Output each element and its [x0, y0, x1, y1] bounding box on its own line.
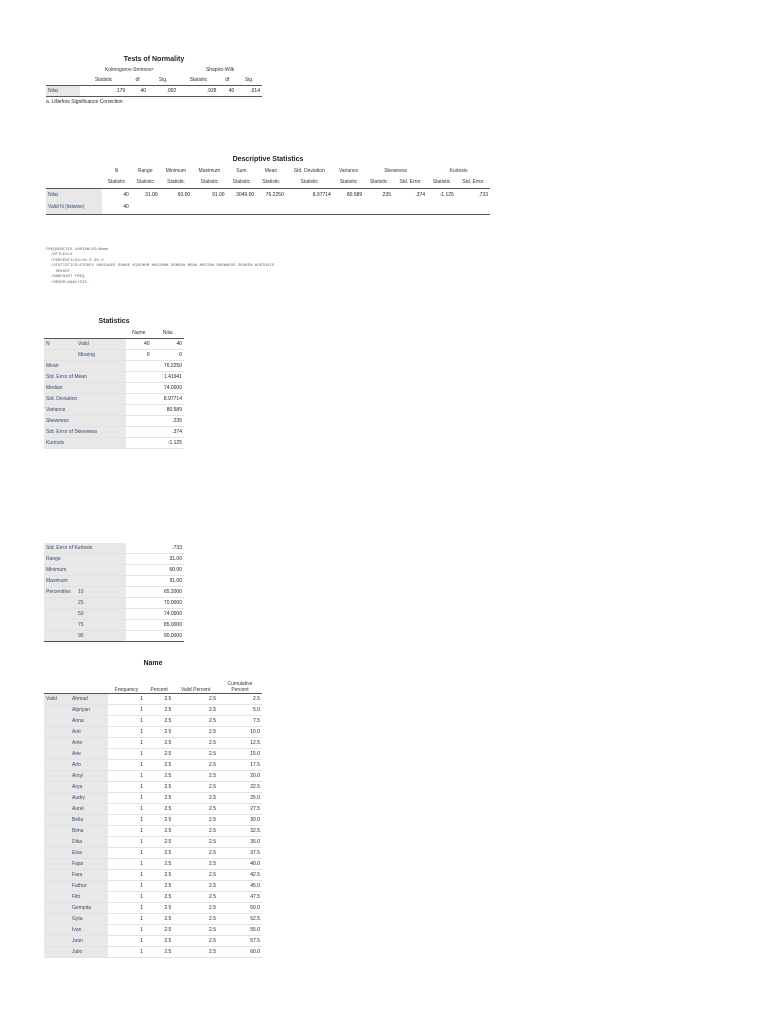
cell-value: 2.5 — [145, 880, 173, 891]
row-group-label — [44, 803, 70, 814]
cell-value: 74.0000 — [152, 383, 184, 394]
cell-value: 1 — [108, 814, 145, 825]
cell-value: 2.5 — [218, 693, 262, 704]
cell-value: 42.5 — [218, 869, 262, 880]
cell-value: 80.589 — [346, 191, 363, 198]
table-row — [44, 814, 262, 825]
cell-value: 40 — [126, 339, 152, 350]
sw-group-header: Shapiro-Wilk — [205, 67, 235, 73]
row-label: Arsyi — [70, 770, 108, 781]
row-group-label — [44, 913, 70, 924]
cell-value: 2.5 — [173, 891, 218, 902]
row-label: Fajar — [70, 858, 108, 869]
row-label: Julio — [70, 946, 108, 957]
cell-value: 1 — [108, 726, 145, 737]
col-header: df — [127, 75, 148, 86]
cell-value: 2.5 — [145, 891, 173, 902]
cell-value: 2.5 — [173, 924, 218, 935]
cell-value: 60.00 — [135, 565, 184, 576]
cell-value: 0 — [152, 350, 184, 361]
col-header: Frequency — [108, 673, 145, 693]
cell-value: 2.5 — [145, 825, 173, 836]
syntax-line: FREQUENCIES VARIABLES=Name — [46, 247, 109, 252]
table-row — [44, 825, 262, 836]
row-group-label — [44, 814, 70, 825]
row-label: Arya — [70, 781, 108, 792]
ks-group-header: Kolmogorov-Smirnovᵃ — [104, 67, 154, 73]
cell-value: 2.5 — [173, 869, 218, 880]
cell-value: 57.5 — [218, 935, 262, 946]
cell-value: 40 — [127, 86, 148, 97]
cell-value: 10.0 — [218, 726, 262, 737]
row-group-label — [44, 726, 70, 737]
cell-value: 3049.00 — [236, 191, 255, 198]
cell-value: 1 — [108, 770, 145, 781]
cell-value: 1 — [108, 693, 145, 704]
col-header: N — [114, 168, 119, 174]
row-sublabel: 75 — [76, 620, 126, 631]
row-group-label — [44, 891, 70, 902]
normality-title: Tests of Normality — [123, 56, 185, 63]
cell-value: 2.5 — [145, 715, 173, 726]
cell-value: 2.5 — [173, 748, 218, 759]
cell-value: 40 — [152, 339, 184, 350]
table-row — [44, 770, 262, 781]
cell-value: 1 — [108, 924, 145, 935]
table-row — [44, 902, 262, 913]
cell-value: 2.5 — [173, 913, 218, 924]
row-label: Std. Error of Mean — [44, 372, 126, 383]
col-header: Percent — [145, 673, 173, 693]
table-row — [44, 869, 262, 880]
cell-value: 32.5 — [218, 825, 262, 836]
cell-value: 2.5 — [173, 803, 218, 814]
sub-header: Statistic — [131, 176, 160, 188]
row-label: Percentiles — [44, 587, 76, 598]
table-row — [44, 748, 262, 759]
row-group-label — [44, 781, 70, 792]
cell-value: 1 — [108, 748, 145, 759]
cell-value: 50.0 — [218, 902, 262, 913]
row-label: Arlo — [70, 759, 108, 770]
cell-value: 20.0 — [218, 770, 262, 781]
row-group-label — [44, 902, 70, 913]
cell-value: 1 — [108, 935, 145, 946]
cell-value: 2.5 — [173, 836, 218, 847]
cell-value: 1 — [108, 836, 145, 847]
cell-value: 1 — [108, 737, 145, 748]
table-row — [44, 704, 262, 715]
row-label: Gyta — [70, 913, 108, 924]
cell-value: 2.5 — [145, 836, 173, 847]
sub-header: Std. Error — [456, 176, 490, 188]
cell-value: 76.2250 — [152, 361, 184, 372]
table-row — [44, 759, 262, 770]
sub-header: Statistic — [333, 176, 364, 188]
row-sublabel: 50 — [76, 609, 126, 620]
normality-table — [46, 65, 262, 97]
row-group-label — [44, 715, 70, 726]
cell-value: 1 — [108, 891, 145, 902]
cell-value: 70.0000 — [135, 598, 184, 609]
row-label: Joan — [70, 935, 108, 946]
descriptives-block — [46, 156, 490, 215]
cell-value: 2.5 — [173, 935, 218, 946]
row-label: Variance — [44, 405, 126, 416]
cell-value: 60.0 — [218, 946, 262, 957]
row-label: Anto — [70, 737, 108, 748]
cell-value: .374 — [152, 427, 184, 438]
cell-value: -1.125 — [152, 438, 184, 449]
cell-value: 2.5 — [145, 737, 173, 748]
col-header: Range — [137, 168, 153, 174]
col-header: Minimum — [165, 168, 187, 174]
table-row — [44, 913, 262, 924]
cell-value: 2.5 — [145, 726, 173, 737]
table-row — [44, 858, 262, 869]
cell-value: 76.2250 — [265, 191, 284, 198]
row-sublabel: 90 — [76, 631, 126, 642]
syntax-line: /ORDER=ANALYSIS. — [46, 280, 90, 285]
cell-value: 2.5 — [145, 935, 173, 946]
cell-value: 1 — [108, 759, 145, 770]
cell-value: 52.5 — [218, 913, 262, 924]
cell-value: 2.5 — [173, 693, 218, 704]
row-label: Elsa — [70, 847, 108, 858]
name-frequency-block — [44, 660, 262, 958]
cell-value: 2.5 — [173, 814, 218, 825]
statistics-block — [44, 318, 184, 449]
cell-value: .733 — [135, 543, 184, 554]
row-label: Alpriyan — [70, 704, 108, 715]
row-label: Missing — [76, 350, 126, 361]
col-header: Name — [126, 328, 152, 339]
cell-value: 1 — [108, 913, 145, 924]
row-group-label — [44, 858, 70, 869]
cell-value: 15.0 — [218, 748, 262, 759]
row-group-label — [44, 770, 70, 781]
cell-value: .002 — [148, 86, 178, 97]
cell-value: 2.5 — [173, 902, 218, 913]
cell-value: 37.5 — [218, 847, 262, 858]
cell-value: 60.00 — [177, 191, 191, 198]
row-group-label — [44, 924, 70, 935]
table-row — [44, 693, 262, 704]
cell-value: 85.0000 — [135, 620, 184, 631]
statistics-table — [44, 328, 184, 449]
cell-value: 91.00 — [212, 191, 225, 198]
row-label: Bima — [70, 825, 108, 836]
row-sublabel: 25 — [76, 598, 126, 609]
col-header: Kurtosis — [449, 168, 468, 174]
cell-value: 31.00 — [135, 554, 184, 565]
row-label: Fitri — [70, 891, 108, 902]
col-header: Maximum — [198, 168, 221, 174]
sub-header: Statistic — [102, 176, 131, 188]
table-row — [44, 792, 262, 803]
statistics-title: Statistics — [98, 318, 130, 325]
syntax-line: SEKURT — [46, 269, 71, 274]
cell-value: 47.5 — [218, 891, 262, 902]
col-header: Variance — [338, 168, 359, 174]
statistics-continued-table — [44, 543, 184, 642]
table-row — [44, 737, 262, 748]
cell-value: 2.5 — [145, 814, 173, 825]
cell-value: 40 — [123, 191, 129, 198]
cell-value: 8.97714 — [312, 191, 331, 198]
row-label: Aurel — [70, 803, 108, 814]
cell-value: 2.5 — [145, 792, 173, 803]
row-group-label — [44, 825, 70, 836]
row-label: Ahmad — [70, 693, 108, 704]
row-label: Fara — [70, 869, 108, 880]
descriptives-title: Descriptive Statistics — [232, 156, 304, 163]
cell-value: 40 — [102, 201, 131, 214]
cell-value: 2.5 — [173, 704, 218, 715]
row-group-label — [44, 759, 70, 770]
cell-value: 2.5 — [145, 869, 173, 880]
sub-header: Statistic — [256, 176, 286, 188]
row-group-label — [44, 704, 70, 715]
syntax-line: /PERCENTILES=10.0 90.0 — [46, 258, 104, 263]
cell-value: 90.0000 — [135, 631, 184, 642]
syntax-line: /NTILES=4 — [46, 253, 73, 257]
cell-value: 2.5 — [145, 781, 173, 792]
cell-value: 2.5 — [145, 847, 173, 858]
col-header: Valid Percent — [173, 673, 218, 693]
cell-value: 1 — [108, 704, 145, 715]
cell-value: .179 — [80, 86, 127, 97]
cell-value: 2.5 — [173, 715, 218, 726]
cell-value: .014 — [236, 86, 262, 97]
cell-value: 2.5 — [173, 847, 218, 858]
cell-value: 30.0 — [218, 814, 262, 825]
row-label: Dika — [70, 836, 108, 847]
row-sublabel: 10 — [76, 587, 126, 598]
row-label: Bella — [70, 814, 108, 825]
cell-value: 2.5 — [145, 902, 173, 913]
row-group-label — [44, 946, 70, 957]
table-row — [44, 836, 262, 847]
cell-value: 1 — [108, 803, 145, 814]
cell-value: 2.5 — [173, 737, 218, 748]
row-label: Ivan — [70, 924, 108, 935]
sub-header: Statistic — [160, 176, 193, 188]
syntax-line: /STATISTICS=STDDEV VARIANCE RANGE MINIMUM MAXIMUM SEMEAN MEAN MEDIAN SKEWNESS SESKEW KURTOSIS — [46, 264, 275, 268]
normality-block — [46, 56, 262, 105]
cell-value: 2.5 — [145, 693, 173, 704]
row-label: Maximum — [44, 576, 126, 587]
name-frequency-table — [44, 673, 262, 958]
sub-header: Statistic — [192, 176, 226, 188]
cell-value: 1 — [108, 715, 145, 726]
cell-value: 91.00 — [135, 576, 184, 587]
row-label: Nilai — [46, 188, 102, 201]
cell-value: 2.5 — [145, 770, 173, 781]
table-row — [44, 803, 262, 814]
row-label: Minimum — [44, 565, 126, 576]
cell-value: 40 — [218, 86, 236, 97]
col-header: Nilai — [152, 328, 184, 339]
cell-value: 55.0 — [218, 924, 262, 935]
name-rows — [44, 693, 262, 957]
row-group-label — [44, 935, 70, 946]
cell-value: 1 — [108, 880, 145, 891]
col-header: Skewness — [384, 168, 407, 174]
col-header: Sig. — [236, 75, 262, 86]
descriptives-table — [46, 166, 490, 215]
row-label: N — [44, 339, 76, 350]
cell-value: 2.5 — [145, 803, 173, 814]
cell-value: 2.5 — [173, 792, 218, 803]
cell-value: 1 — [108, 902, 145, 913]
row-label: Nilai — [46, 86, 80, 97]
cell-value: .235 — [381, 191, 391, 198]
cell-value: 2.5 — [145, 704, 173, 715]
syntax-line: /BARCHART FREQ — [46, 275, 85, 279]
cell-value: 2.5 — [173, 825, 218, 836]
cell-value: 65.2000 — [135, 587, 184, 598]
name-table-title: Name — [143, 660, 163, 667]
cell-value: 2.5 — [173, 770, 218, 781]
cell-value: 7.5 — [218, 715, 262, 726]
row-group-label — [44, 748, 70, 759]
sub-header: Statistic — [427, 176, 456, 188]
cell-value: 1 — [108, 792, 145, 803]
cell-value: 2.5 — [173, 880, 218, 891]
cell-value: 2.5 — [173, 858, 218, 869]
cell-value: 1 — [108, 858, 145, 869]
row-label: Skewness — [44, 416, 126, 427]
cell-value: 35.0 — [218, 836, 262, 847]
cell-value: 80.589 — [152, 405, 184, 416]
row-label: Valid — [76, 339, 126, 350]
cell-value: 1 — [108, 847, 145, 858]
cell-value: .733 — [478, 191, 488, 198]
cell-value: 1 — [108, 781, 145, 792]
cell-value: 22.5 — [218, 781, 262, 792]
cell-value: .374 — [415, 191, 426, 198]
cell-value: 2.5 — [173, 946, 218, 957]
row-label: Std. Error of Skewness — [44, 427, 126, 438]
col-header: Sum — [236, 168, 247, 174]
row-label: Arie — [70, 748, 108, 759]
table-row — [44, 924, 262, 935]
row-group-label — [44, 869, 70, 880]
row-label: Std. Deviation — [44, 394, 126, 405]
cell-value: -1.125 — [439, 191, 454, 198]
table-row — [44, 935, 262, 946]
row-label: Valid N (listwise) — [46, 201, 102, 214]
row-label: Gempita — [70, 902, 108, 913]
row-group-label — [44, 847, 70, 858]
row-label: Anna — [70, 715, 108, 726]
row-group-label — [44, 737, 70, 748]
cell-value: 5.0 — [218, 704, 262, 715]
row-group-label — [44, 792, 70, 803]
row-group-label — [44, 836, 70, 847]
row-label: Audry — [70, 792, 108, 803]
cell-value: 27.5 — [218, 803, 262, 814]
sub-header: Statistic — [286, 176, 333, 188]
cell-value: 17.5 — [218, 759, 262, 770]
cell-value: 2.5 — [173, 781, 218, 792]
cell-value: 2.5 — [145, 913, 173, 924]
col-header: Statistic — [80, 75, 127, 86]
table-row — [44, 847, 262, 858]
row-label: Anti — [70, 726, 108, 737]
table-row — [44, 891, 262, 902]
cell-value: 2.5 — [145, 748, 173, 759]
row-label: Mean — [44, 361, 126, 372]
cell-value: 1 — [108, 946, 145, 957]
col-header: Mean — [264, 168, 278, 174]
row-label: Kurtosis — [44, 438, 126, 449]
row-group-label — [44, 880, 70, 891]
table-row — [44, 946, 262, 957]
cell-value: 2.5 — [145, 759, 173, 770]
cell-value: 2.5 — [173, 726, 218, 737]
cell-value: 31.00 — [145, 191, 158, 198]
cell-value: 1.41941 — [152, 372, 184, 383]
cell-value: 45.0 — [218, 880, 262, 891]
row-group-label: Valid — [44, 693, 70, 704]
cell-value: 2.5 — [145, 924, 173, 935]
cell-value: 1 — [108, 825, 145, 836]
cell-value: .235 — [152, 416, 184, 427]
cell-value: 74.0000 — [135, 609, 184, 620]
row-label: Std. Error of Kurtosis — [44, 543, 126, 554]
table-row — [44, 880, 262, 891]
cell-value: 2.5 — [173, 759, 218, 770]
statistics-continued-block — [44, 543, 184, 642]
cell-value: 2.5 — [145, 858, 173, 869]
col-header: Sig. — [148, 75, 178, 86]
sub-header: Statistic — [364, 176, 393, 188]
sub-header: Std. Error — [393, 176, 427, 188]
sub-header: Statistic — [227, 176, 257, 188]
cell-value: 12.5 — [218, 737, 262, 748]
row-label: Range — [44, 554, 126, 565]
table-row — [44, 715, 262, 726]
cell-value: .928 — [178, 86, 218, 97]
cell-value: 25.0 — [218, 792, 262, 803]
col-header: df — [218, 75, 236, 86]
cell-value: 40.0 — [218, 858, 262, 869]
col-header: Statistic — [178, 75, 218, 86]
col-header: Std. Deviation — [293, 168, 325, 174]
cell-value: 8.97714 — [152, 394, 184, 405]
table-row — [44, 726, 262, 737]
cell-value: 0 — [126, 350, 152, 361]
col-header: Cumulative Percent — [218, 673, 262, 693]
cell-value: 2.5 — [145, 946, 173, 957]
row-label: Median — [44, 383, 126, 394]
row-label: Fathur — [70, 880, 108, 891]
frequencies-syntax — [46, 242, 274, 292]
cell-value: 1 — [108, 869, 145, 880]
normality-footnote: a. Lilliefors Significance Correction — [46, 99, 123, 105]
table-row — [44, 781, 262, 792]
